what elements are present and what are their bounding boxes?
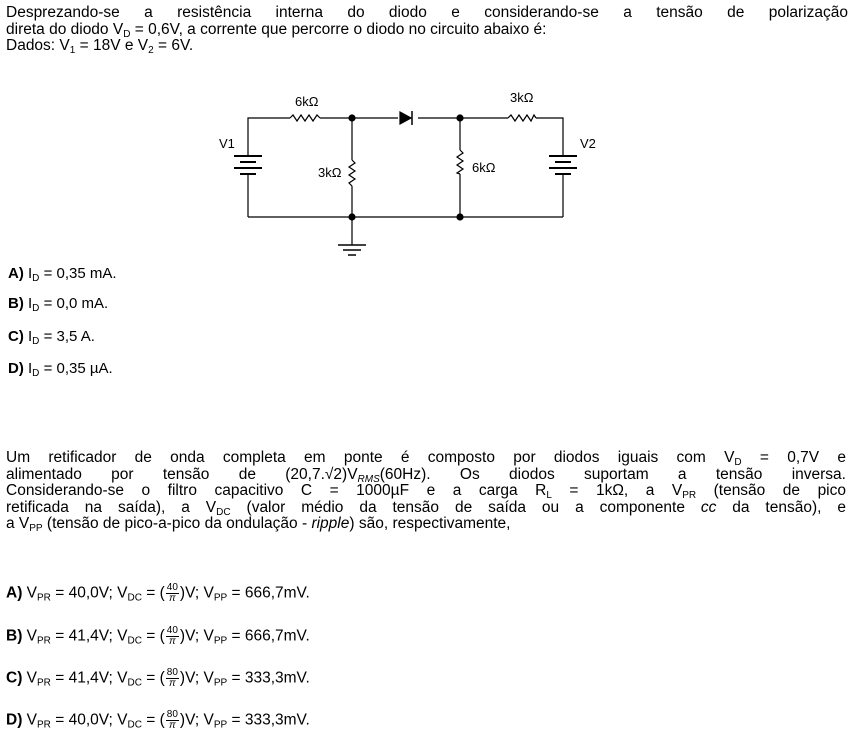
q1-option-b[interactable]: B) $I_D = 0,0$ mA.: [8, 295, 109, 314]
label-v1: V1: [219, 136, 235, 151]
q2-line-2: alimentado por tensão de $(20,7.√2)V_{RMS}(60Hz)$. Os diodos suportam a tensão inversa.: [6, 465, 846, 485]
q2-option-d[interactable]: D) $V_{PR} = 40,0V$; $V_{DC}$ = ( $\frac{80}{\pi}$ )V; $V_{PP} = 333,3mV$.: [6, 709, 310, 731]
q2-option-b[interactable]: B) $V_{PR} = 41,4V$; $V_{DC}$ = ( $\frac{40}{\pi}$ )V; $V_{PP} = 666,7mV$.: [6, 625, 310, 647]
label-v2: V2: [580, 136, 596, 151]
ground-icon: [338, 245, 366, 255]
q2-line-5: a $V_{PP}$ (tensão de pico-a-pico da ondulação - ripple) são, respectivamente,: [6, 515, 511, 534]
q1-line-1: Desprezando-se a resistência interna do diodo e considerando-se a tensão de polarização: [6, 4, 848, 21]
battery-v2: [549, 150, 577, 180]
question-1-text: [6, 5, 848, 55]
q1-line-2: direta do diodo $V_D = 0,6V$, a corrente que percorre o diodo no circuito abaixo é:: [6, 20, 547, 40]
label-r-top-left: 6kΩ: [295, 94, 319, 109]
fraction: $\frac{40}{\pi}$: [166, 625, 178, 647]
fraction: $\frac{80}{\pi}$: [166, 709, 178, 731]
fraction: $\frac{80}{\pi}$: [166, 667, 178, 689]
battery-v1: [234, 148, 262, 180]
resistor-6k-mid: [457, 150, 463, 174]
q2-line-4: retificada na saída), a $V_{DC}$ (valor médio da tensão de saída ou a componente cc da tensão), e: [6, 498, 846, 518]
diode-symbol: [400, 112, 411, 124]
q2-option-c[interactable]: C) $V_{PR} = 41,4V$; $V_{DC}$ = ( $\frac{80}{\pi}$ )V; $V_{PP} = 333,3mV$.: [6, 667, 310, 689]
resistor-6k-top: [290, 115, 320, 121]
label-r-mid-left: 3kΩ: [318, 165, 342, 180]
q2-line-3: Considerando-se o filtro capacitivo C = 1000µF e a carga $R_L = 1k\Omega$, a $V_{PR}$ (tensão de pico: [6, 482, 846, 501]
q1-line-3: Dados: $V_1 = 18V$ e $V_2 = 6V$.: [6, 37, 194, 56]
resistor-3k-top: [508, 115, 536, 121]
q2-option-a[interactable]: A) $V_{PR} = 40,0V$; $V_{DC}$ = ( $\frac{40}{\pi}$ )V; $V_{PP} = 666,7mV$.: [6, 582, 310, 604]
question-2-text: [6, 450, 846, 533]
q1-option-a[interactable]: A) $I_D = 0,35$ mA.: [8, 265, 117, 284]
label-r-top-right: 3kΩ: [510, 90, 534, 105]
q1-option-c[interactable]: C) $I_D = 3,5$ A.: [8, 328, 95, 347]
q1-option-d[interactable]: D) $I_D = 0,35$ µA.: [8, 360, 113, 379]
q2-line-1: Um retificador de onda completa em ponte é composto por diodos iguais com $V_D = 0,7V$ e: [6, 449, 846, 468]
resistor-3k-mid: [349, 160, 355, 186]
label-r-mid-right: 6kΩ: [472, 160, 496, 175]
fraction: $\frac{40}{\pi}$: [166, 582, 178, 604]
